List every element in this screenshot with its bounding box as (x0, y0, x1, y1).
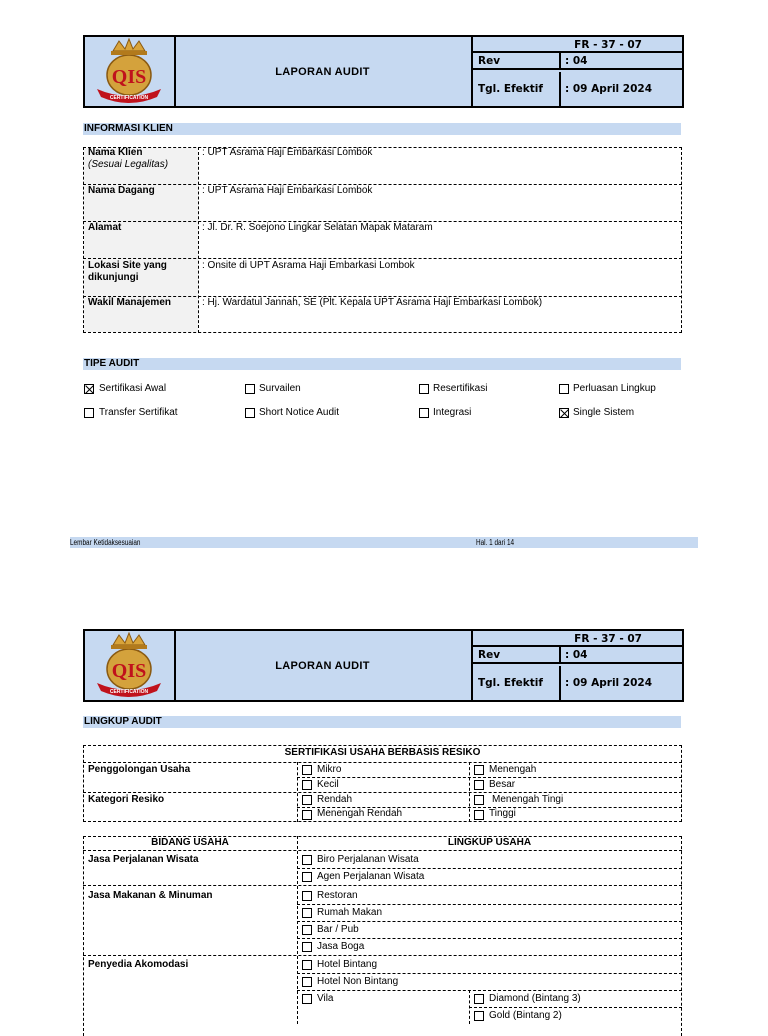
client-name-sublabel: (Sesuai Legalitas) (88, 159, 169, 170)
option-biro-perjalanan: Biro Perjalanan Wisata (317, 854, 419, 865)
option-short-notice: Short Notice Audit (259, 407, 340, 418)
checkbox-integrasi[interactable] (419, 408, 429, 418)
checkbox-rumah-makan[interactable] (302, 908, 312, 918)
effective-label-page2: Tgl. Efektif (473, 666, 561, 700)
option-bar-pub: Bar / Pub (317, 924, 359, 935)
qis-logo-icon (85, 631, 174, 700)
svg-text:CERTIFICATION: CERTIFICATION (109, 689, 149, 695)
report-title-page2: LAPORAN AUDIT (275, 659, 370, 672)
mgmt-rep-label: Wakil Manajemen (88, 297, 171, 308)
checkbox-survailen[interactable] (245, 384, 255, 394)
form-header-page2 (83, 629, 684, 702)
option-diamond: Diamond (Bintang 3) (489, 993, 581, 1004)
form-meta (471, 37, 684, 106)
form-code-page2: FR - 37 - 07 (473, 631, 684, 647)
checkbox-transfer-sertifikat[interactable] (84, 408, 94, 418)
option-hotel-bintang: Hotel Bintang (317, 959, 378, 970)
svg-text:QIS: QIS (111, 660, 147, 682)
qis-logo (85, 37, 176, 106)
footer-doc-name: Lembar Ketidaksesuaian (70, 538, 141, 547)
checkbox-diamond[interactable] (474, 994, 484, 1004)
client-info-title: INFORMASI KLIEN (83, 123, 681, 135)
option-menengah-tinggi: Menengah Tingi (492, 794, 564, 805)
rev-value: : 04 (561, 53, 684, 70)
bidang-header: BIDANG USAHA (151, 837, 229, 848)
bidang-akomodasi: Penyedia Akomodasi (88, 959, 189, 970)
page-footer (70, 537, 698, 548)
form-code: FR - 37 - 07 (473, 37, 684, 53)
svg-text:QIS: QIS (111, 66, 147, 88)
rev-label-page2: Rev (473, 647, 561, 664)
footer-page-number: Hal. 1 dari 14 (476, 538, 515, 547)
checkbox-resertifikasi[interactable] (419, 384, 429, 394)
effective-label: Tgl. Efektif (473, 72, 561, 106)
golongan-label: Penggolongan Usaha (88, 764, 191, 775)
option-rumah-makan: Rumah Makan (317, 907, 383, 918)
option-transfer-sertifikat: Transfer Sertifikat (99, 407, 178, 418)
business-scope-table (83, 836, 682, 1036)
option-jasa-boga: Jasa Boga (317, 941, 365, 952)
form-meta-page2 (471, 631, 684, 700)
checkbox-rendah[interactable] (302, 795, 312, 805)
option-restoran: Restoran (317, 890, 358, 901)
trade-name-value: : UPT Asrama Haji Embarkasi Lombok (202, 185, 373, 196)
option-hotel-non-bintang: Hotel Non Bintang (317, 976, 399, 987)
checkbox-menengah-tinggi[interactable] (474, 795, 484, 805)
checkbox-biro-perjalanan[interactable] (302, 855, 312, 865)
checkbox-perluasan-lingkup[interactable] (559, 384, 569, 394)
option-kecil: Kecil (317, 779, 339, 790)
option-menengah: Menengah (489, 764, 537, 775)
report-title: LAPORAN AUDIT (275, 65, 370, 78)
option-sertifikasi-awal: Sertifikasi Awal (99, 383, 167, 394)
checkbox-bar-pub[interactable] (302, 925, 312, 935)
option-menengah-rendah: Menengah Rendah (317, 808, 403, 819)
svg-text:CERTIFICATION: CERTIFICATION (109, 95, 149, 101)
audit-scope-title: LINGKUP AUDIT (83, 716, 681, 728)
lingkup-header: LINGKUP USAHA (447, 837, 532, 848)
option-besar: Besar (489, 779, 516, 790)
client-name-value: : UPT Asrama Haji Embarkasi Lombok (202, 147, 373, 158)
checkbox-single-sistem[interactable] (559, 408, 569, 418)
audit-type-title: TIPE AUDIT (83, 358, 681, 370)
checkbox-tinggi[interactable] (474, 810, 484, 820)
kategori-label: Kategori Resiko (88, 794, 165, 805)
site-location-label: Lokasi Site yang dikunjungi (88, 260, 167, 283)
client-name-label: Nama Klien (88, 147, 143, 158)
checkbox-kecil[interactable] (302, 780, 312, 790)
checkbox-besar[interactable] (474, 780, 484, 790)
trade-name-label: Nama Dagang (88, 185, 155, 196)
option-mikro: Mikro (317, 764, 342, 775)
checkbox-gold[interactable] (474, 1011, 484, 1021)
site-location-value: : Onsite di UPT Asrama Haji Embarkasi Lombok (202, 260, 415, 271)
form-header (83, 35, 684, 108)
option-resertifikasi: Resertifikasi (433, 383, 488, 394)
checkbox-menengah-rendah[interactable] (302, 810, 312, 820)
risk-certification-title: SERTIFIKASI USAHA BERBASIS RESIKO (284, 747, 481, 758)
option-single-sistem: Single Sistem (573, 407, 635, 418)
address-label: Alamat (88, 222, 122, 233)
bidang-makanan-minuman: Jasa Makanan & Minuman (88, 890, 213, 901)
checkbox-jasa-boga[interactable] (302, 942, 312, 952)
checkbox-hotel-non-bintang[interactable] (302, 977, 312, 987)
checkbox-agen-perjalanan[interactable] (302, 872, 312, 882)
qis-logo-icon (85, 37, 174, 106)
mgmt-rep-value: : Hj. Wardatul Jannah, SE (Plt. Kepala UPT Asrama Haji Embarkasi Lombok) (202, 297, 543, 308)
checkbox-vila[interactable] (302, 994, 312, 1004)
checkbox-sertifikasi-awal[interactable] (84, 384, 94, 394)
option-perluasan-lingkup: Perluasan Lingkup (573, 383, 656, 394)
qis-logo-page2 (85, 631, 176, 700)
effective-value-page2: : 09 April 2024 (565, 677, 653, 689)
option-agen-perjalanan: Agen Perjalanan Wisata (317, 871, 425, 882)
option-tinggi: Tinggi (489, 808, 516, 819)
checkbox-short-notice[interactable] (245, 408, 255, 418)
rev-value-page2: : 04 (561, 647, 684, 664)
option-rendah: Rendah (317, 794, 353, 805)
checkbox-menengah[interactable] (474, 765, 484, 775)
bidang-perjalanan-wisata: Jasa Perjalanan Wisata (88, 854, 199, 865)
checkbox-mikro[interactable] (302, 765, 312, 775)
option-vila: Vila (317, 993, 334, 1004)
rev-label: Rev (473, 53, 561, 70)
checkbox-hotel-bintang[interactable] (302, 960, 312, 970)
checkbox-restoran[interactable] (302, 891, 312, 901)
effective-value: : 09 April 2024 (565, 83, 653, 95)
option-integrasi: Integrasi (433, 407, 472, 418)
address-value: : Jl. Dr. R. Soejono Lingkar Selatan Mapak Mataram (202, 222, 433, 233)
option-survailen: Survailen (259, 383, 301, 394)
option-gold: Gold (Bintang 2) (489, 1010, 562, 1021)
